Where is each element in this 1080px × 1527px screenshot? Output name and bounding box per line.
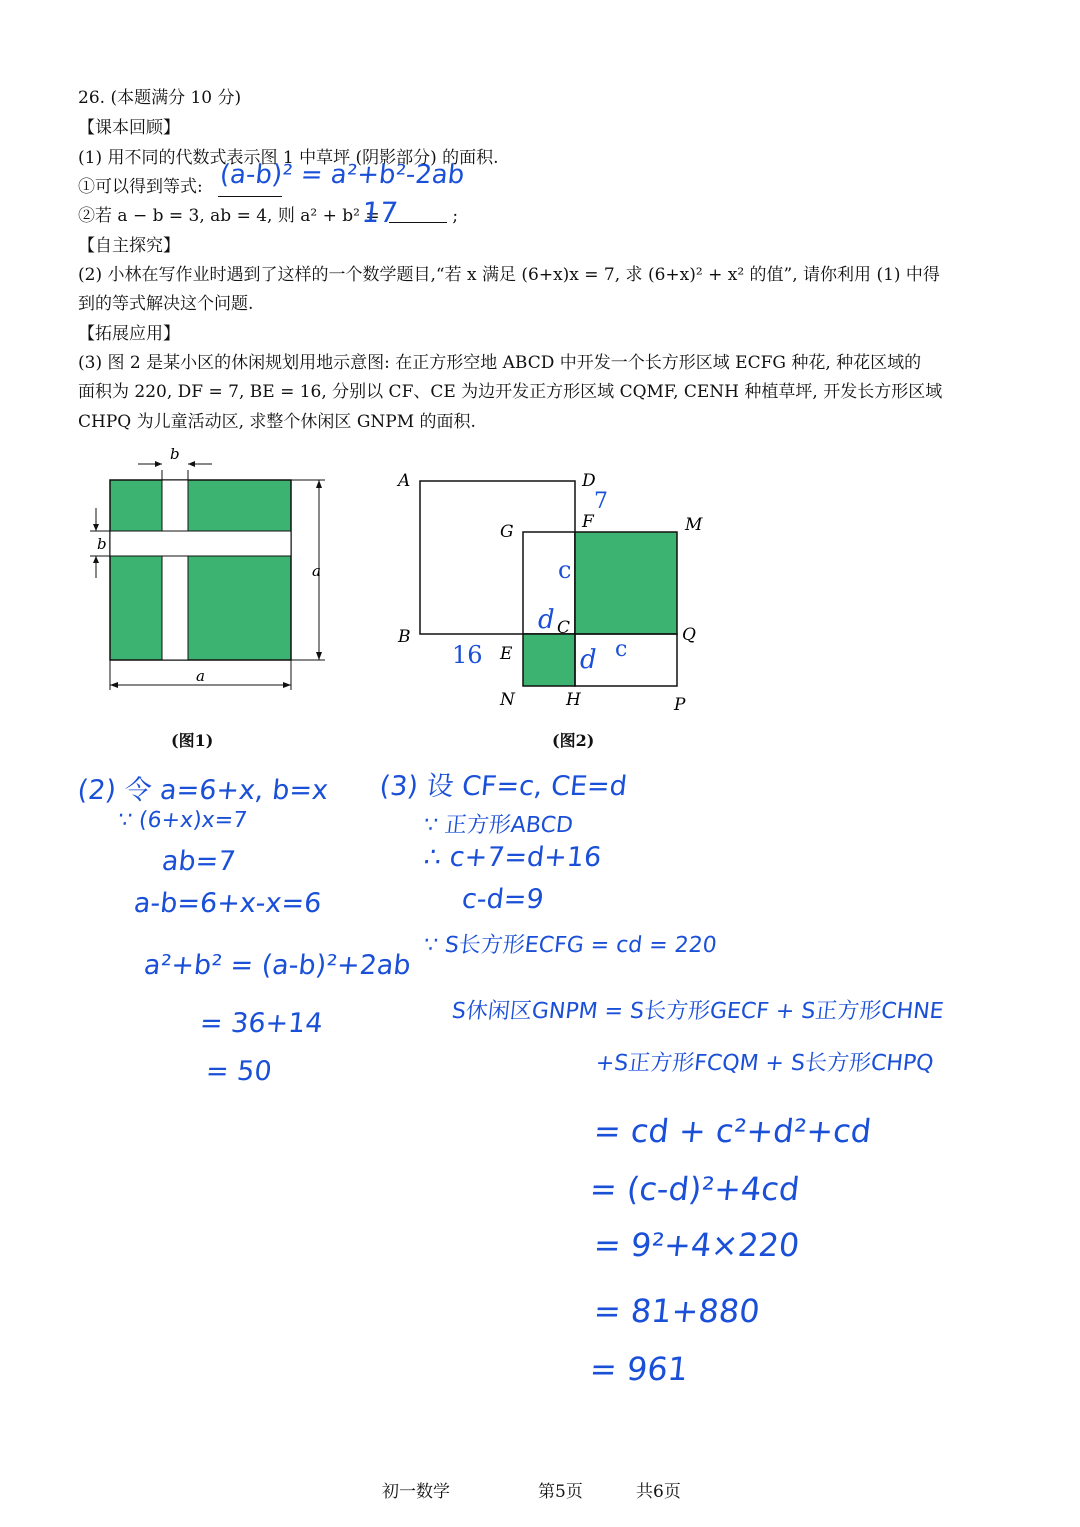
footer-subject: 初一数学 (382, 1482, 450, 1502)
question-3-line3: CHPQ 为儿童活动区, 求整个休闲区 GNPM 的面积. (78, 412, 476, 432)
solution-2-line-7: = 50 (204, 1056, 274, 1087)
point-c: C (557, 618, 571, 638)
solution-2-line-6: = 36+14 (198, 1008, 325, 1039)
point-h: H (566, 690, 581, 710)
solution-3-line-2: ∵ 正方形ABCD (422, 813, 575, 838)
answer-blank (389, 222, 447, 223)
solution-3-line-7: +S正方形FCQM + S长方形CHPQ (594, 1051, 935, 1076)
figure-1-label-b-top: b (170, 445, 180, 463)
annotation-cf: c (558, 556, 572, 584)
solution-3-line-11: = 81+880 (592, 1292, 762, 1330)
question-3-line2: 面积为 220, DF = 7, BE = 16, 分别以 CF、CE 为边开发正方形区域 CQMF, CENH 种植草坪, 开发长方形区域 (78, 382, 943, 402)
solution-2-line-4: a-b=6+x-x=6 (132, 888, 323, 919)
question-1b (78, 204, 458, 228)
figure-2 (390, 460, 740, 720)
figure-2-square-fcqm (575, 532, 677, 634)
section-extend-title: 【拓展应用】 (78, 324, 180, 344)
solution-3-line-4: c-d=9 (460, 884, 546, 915)
figure-1-label-a-right: a (312, 562, 321, 580)
solution-3-line-6: S休闲区GNPM = S长方形GECF + S正方形CHNE (450, 999, 945, 1024)
problem-header: 26. (本题满分 10 分) (78, 88, 242, 108)
section-review-title: 【课本回顾】 (78, 118, 180, 138)
question-3-line1: (3) 图 2 是某小区的休闲规划用地示意图: 在正方形空地 ABCD 中开发一个长方形区域 ECFG 种花, 种花区域的 (78, 353, 922, 373)
figure-1-label-a-bottom: a (196, 667, 205, 685)
solution-3-line-3: ∴ c+7=d+16 (422, 842, 603, 873)
solution-2-line-3: ab=7 (160, 846, 238, 877)
annotation-cq: c (615, 637, 628, 662)
question-2-line1: (2) 小林在写作业时遇到了这样的一个数学题目,“若 x 满足 (6+x)x = 7, 求 (6+x)² + x² 的值”, 请你利用 (1) 中得 (78, 265, 940, 285)
annotation-be: 16 (452, 641, 483, 669)
handwritten-answer-1a: (a-b)² = a²+b²-2ab (218, 160, 466, 190)
point-f: F (582, 512, 594, 532)
question-1: (1) 用不同的代数式表示图 1 中草坪 (阴影部分) 的面积. (78, 148, 499, 168)
figure-2-caption: (图2) (552, 731, 595, 750)
point-d: D (582, 471, 596, 491)
handwritten-answer-1b: 17 (360, 196, 400, 229)
annotation-ce: d (538, 605, 555, 635)
solution-3-line-1: (3) 设 CF=c, CE=d (378, 771, 629, 802)
figure-1-caption: (图1) (171, 731, 214, 750)
question-1b-text: ②若 a − b = 3, ab = 4, 则 a² + b² = (78, 206, 380, 226)
point-a: A (398, 471, 411, 491)
solution-2-line-5: a²+b² = (a-b)²+2ab (142, 950, 413, 981)
solution-2-line-1: (2) 令 a=6+x, b=x (76, 775, 330, 806)
question-1a: ①可以得到等式: (78, 177, 203, 197)
solution-3-line-8: = cd + c²+d²+cd (592, 1112, 874, 1150)
figure-1-vertical-path (162, 480, 188, 660)
section-explore-title: 【自主探究】 (78, 236, 180, 256)
solution-3-line-9: = (c-d)²+4cd (588, 1170, 802, 1208)
footer-total-pages: 共6页 (636, 1482, 681, 1502)
question-1b-end: ; (452, 206, 459, 226)
solution-3-line-10: = 9²+4×220 (592, 1226, 802, 1264)
solution-3-line-5: ∵ S长方形ECFG = cd = 220 (422, 933, 718, 958)
point-e: E (500, 644, 513, 664)
figure-2-square-cenh (523, 634, 575, 686)
figure-1 (80, 440, 340, 700)
figure-1-label-b-left: b (97, 535, 107, 553)
point-m: M (685, 515, 703, 535)
solution-3-line-12: = 961 (588, 1350, 691, 1388)
figure-1-horizontal-path (110, 531, 291, 556)
solution-2-line-2: ∵ (6+x)x=7 (116, 808, 249, 833)
figure-1-square (110, 480, 291, 660)
footer-page-number: 第5页 (538, 1482, 583, 1502)
point-g: G (500, 522, 514, 542)
answer-1a-underline (218, 196, 282, 197)
point-p: P (674, 695, 686, 715)
annotation-ch: d (580, 645, 597, 675)
point-n: N (500, 690, 515, 710)
question-2-line2: 到的等式解决这个问题. (78, 294, 254, 314)
point-q: Q (682, 625, 696, 645)
point-b: B (398, 627, 411, 647)
annotation-df: 7 (594, 489, 608, 514)
